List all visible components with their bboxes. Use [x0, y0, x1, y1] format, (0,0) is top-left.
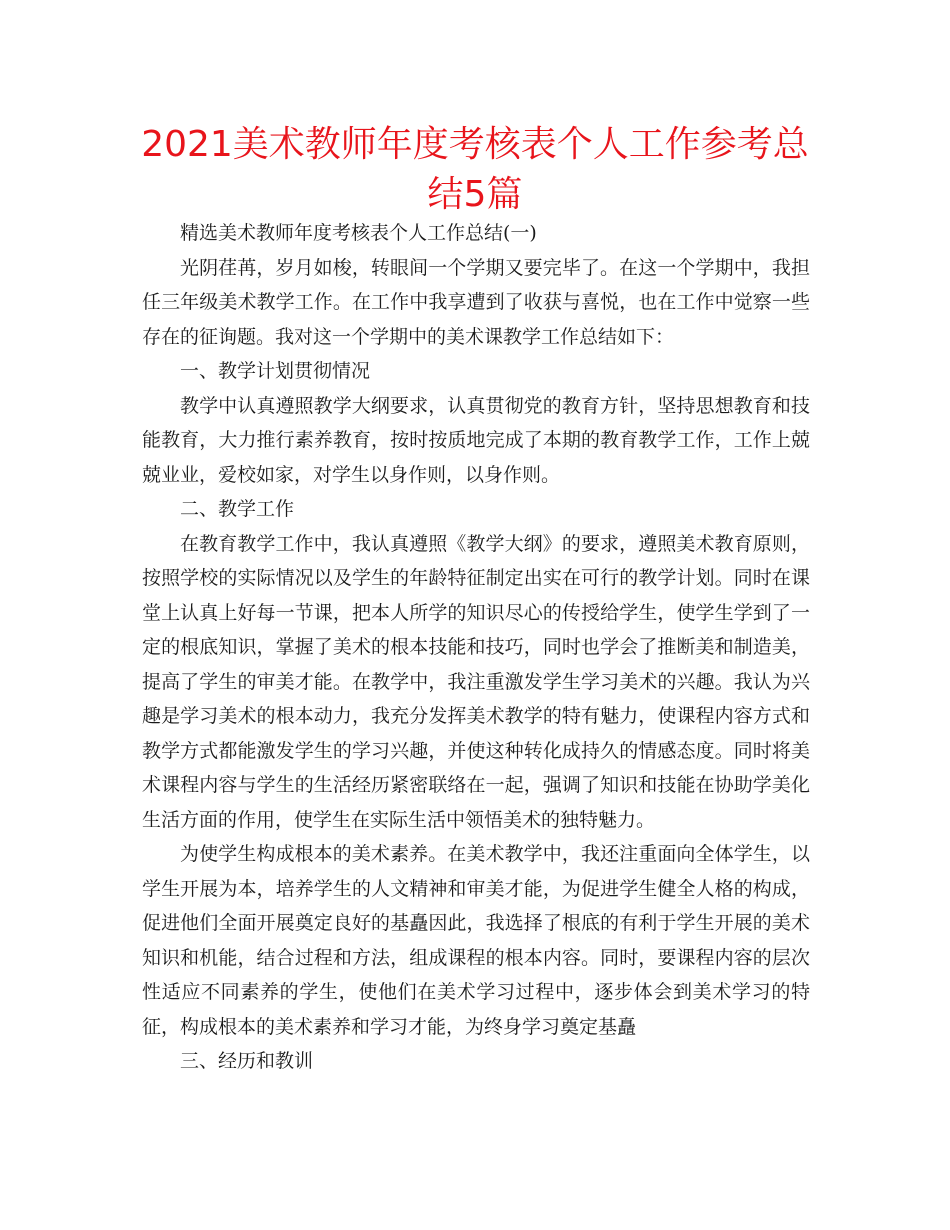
paragraph-literacy: 为使学生构成根本的美术素养。在美术教学中，我还注重面向全体学生，以学生开展为本，培养学生的人文精神和审美才能，为促进学生健全人格的构成，促进他们全面开展奠定良好的基矗因此，我选择了根底的有利于学生开展的美术知识和机能，结合过程和方法，组成课程的根本内容。同时，要课程内容的层次性适应不同素养的学生，使他们在美术学习过程中，逐步体会到美术学习的特征，构成根本的美术素养和学习才能，为终身学习奠定基矗	[142, 843, 810, 1038]
page-title: 2021美术教师年度考核表个人工作参考总结5篇	[141, 124, 809, 215]
paragraph-plan: 教学中认真遵照教学大纲要求，认真贯彻党的教育方针，坚持思想教育和技能教育，大力推行素养教育，按时按质地完成了本期的教育教学工作，工作上兢兢业业，爱校如家，对学生以身作则，以身作则。	[142, 394, 810, 486]
heading-experience: 三、经历和教训	[180, 1050, 314, 1072]
paragraph-teaching: 在教育教学工作中，我认真遵照《教学大纲》的要求，遵照美术教育原则，按照学校的实际情况以及学生的年龄特征制定出实在可行的教学计划。同时在课堂上认真上好每一节课，把本人所学的知识尽心的传授给学生，使学生学到了一定的根底知识，掌握了美术的根本技能和技巧，同时也学会了推断美和制造美，提高了学生的审美才能。在教学中，我注重激发学生学习美术的兴趣。我认为兴趣是学习美术的根本动力，我充分发挥美术教学的特有魅力，使课程内容方式和教学方式都能激发学生的学习兴趣，并使这种转化成持久的情感态度。同时将美术课程内容与学生的生活经历紧密联络在一起，强调了知识和技能在协助学美化生活方面的作用，使学生在实际生活中领悟美术的独特魅力。	[142, 532, 810, 831]
section-subtitle: 精选美术教师年度考核表个人工作总结(一)	[180, 222, 537, 244]
paragraph-intro: 光阴荏苒，岁月如梭，转眼间一个学期又要完毕了。在这一个学期中，我担任三年级美术教学工作。在工作中我享遭到了收获与喜悦，也在工作中觉察一些存在的征询题。我对这一个学期中的美术课教学工作总结如下：	[142, 256, 810, 348]
heading-plan: 一、教学计划贯彻情况	[180, 360, 371, 382]
heading-teaching: 二、教学工作	[180, 498, 295, 520]
document-body	[142, 216, 810, 1079]
